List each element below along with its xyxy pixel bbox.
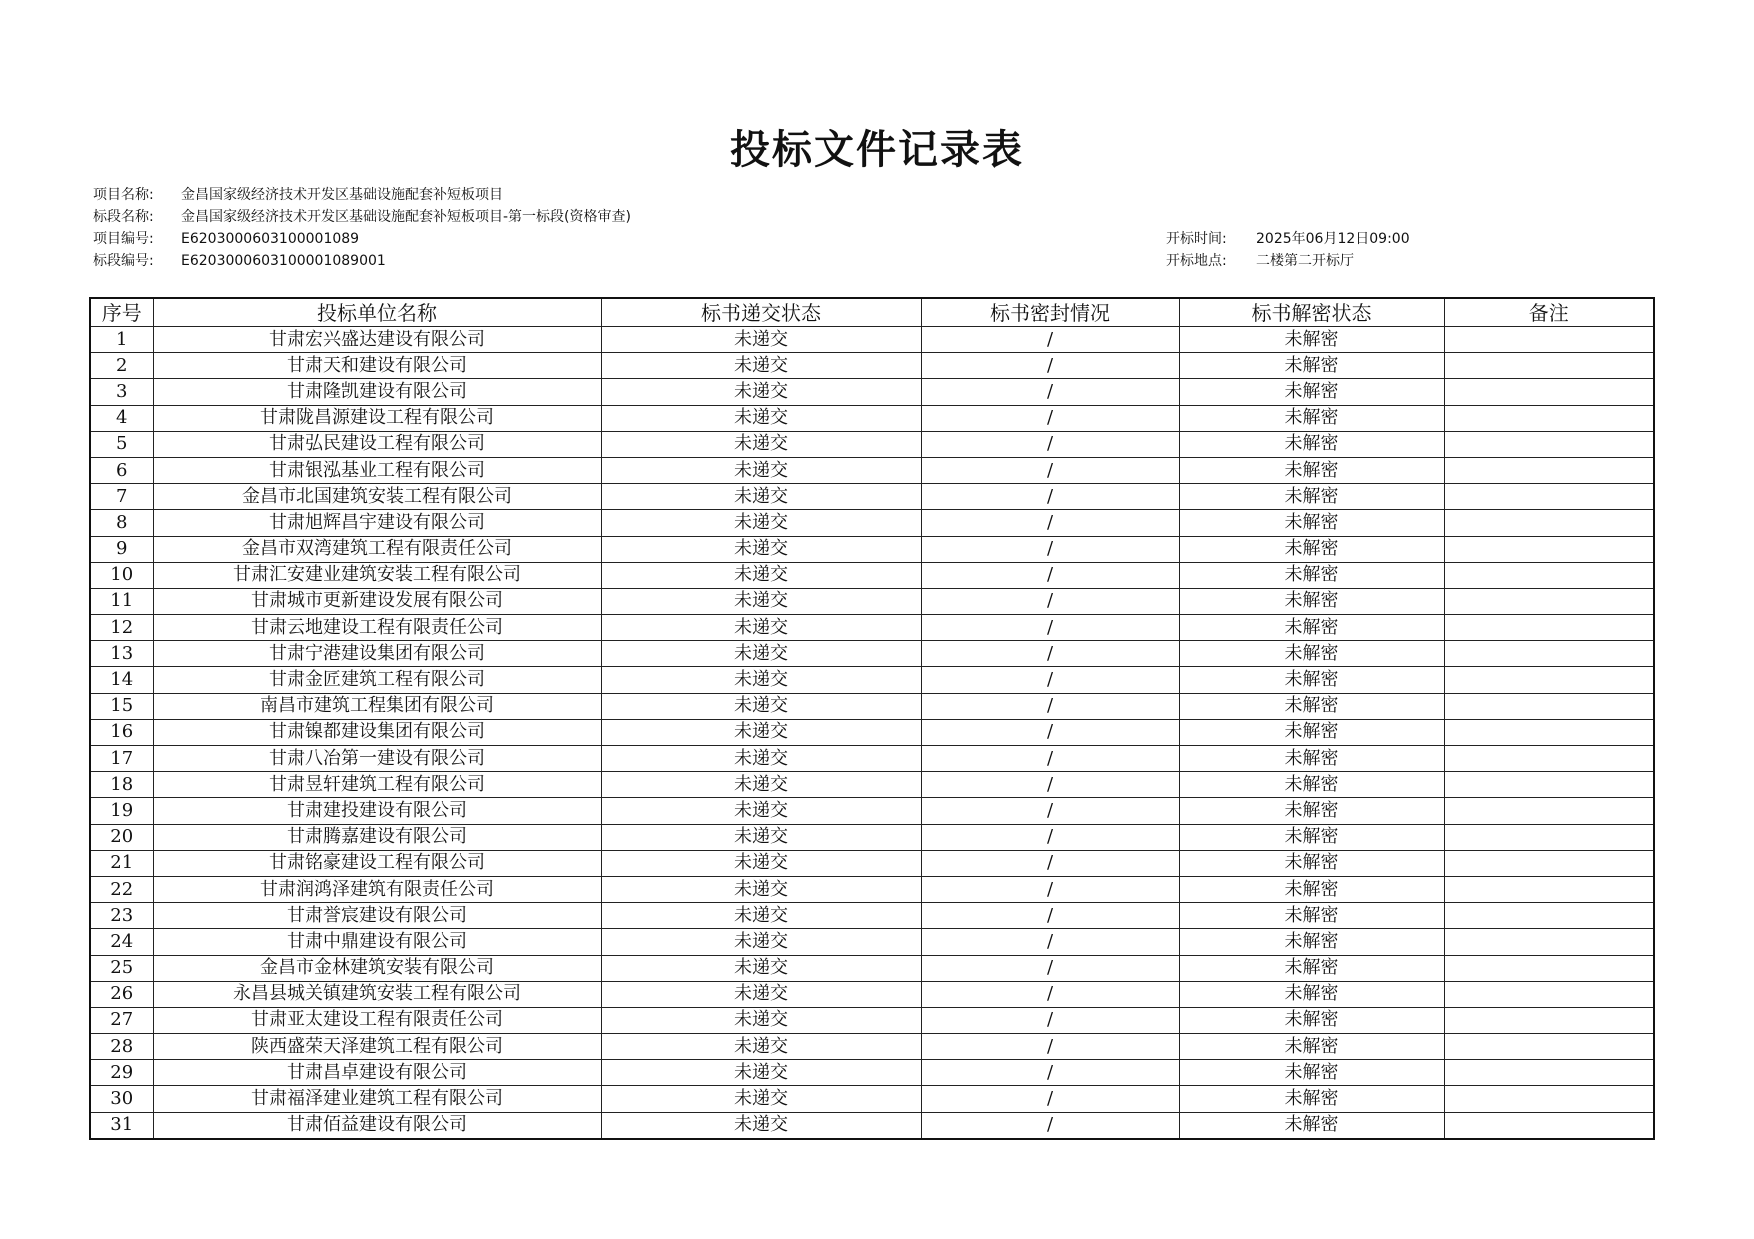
cell-remark xyxy=(1444,798,1654,824)
open-time-row xyxy=(1166,228,1410,250)
cell-bidder: 甘肃金匠建筑工程有限公司 xyxy=(153,667,601,693)
cell-no: 26 xyxy=(90,981,153,1007)
cell-seal-status: / xyxy=(921,850,1179,876)
cell-no: 4 xyxy=(90,405,153,431)
table-row xyxy=(90,981,1654,1007)
cell-seal-status: / xyxy=(921,929,1179,955)
cell-no: 22 xyxy=(90,876,153,902)
cell-remark xyxy=(1444,1007,1654,1033)
cell-bidder: 甘肃誉宸建设有限公司 xyxy=(153,903,601,929)
cell-submit-status: 未递交 xyxy=(601,1060,921,1086)
section-name: 金昌国家级经济技术开发区基础设施配套补短板项目-第一标段(资格审查) xyxy=(181,209,631,225)
cell-submit-status: 未递交 xyxy=(601,746,921,772)
cell-bidder: 金昌市双湾建筑工程有限责任公司 xyxy=(153,536,601,562)
open-time-label: 开标时间: xyxy=(1166,231,1227,247)
cell-seal-status: / xyxy=(921,876,1179,902)
cell-submit-status: 未递交 xyxy=(601,353,921,379)
cell-seal-status: / xyxy=(921,405,1179,431)
cell-no: 11 xyxy=(90,588,153,614)
cell-seal-status: / xyxy=(921,641,1179,667)
cell-seal-status: / xyxy=(921,746,1179,772)
cell-decrypt-status: 未解密 xyxy=(1179,431,1444,457)
table-row xyxy=(90,641,1654,667)
cell-bidder: 南昌市建筑工程集团有限公司 xyxy=(153,693,601,719)
cell-remark xyxy=(1444,327,1654,353)
section-no-label: 标段编号: xyxy=(93,253,154,269)
table-row xyxy=(90,431,1654,457)
cell-submit-status: 未递交 xyxy=(601,588,921,614)
cell-no: 16 xyxy=(90,719,153,745)
cell-remark xyxy=(1444,981,1654,1007)
cell-remark xyxy=(1444,746,1654,772)
table-row xyxy=(90,588,1654,614)
cell-remark xyxy=(1444,693,1654,719)
section-no-row xyxy=(93,250,631,272)
table-row xyxy=(90,1086,1654,1112)
cell-bidder: 甘肃银泓基业工程有限公司 xyxy=(153,457,601,483)
project-no-label: 项目编号: xyxy=(93,231,154,247)
cell-submit-status: 未递交 xyxy=(601,824,921,850)
cell-remark xyxy=(1444,431,1654,457)
table-row xyxy=(90,353,1654,379)
cell-no: 7 xyxy=(90,484,153,510)
project-meta xyxy=(93,184,631,272)
cell-seal-status: / xyxy=(921,667,1179,693)
cell-seal-status: / xyxy=(921,562,1179,588)
cell-no: 23 xyxy=(90,903,153,929)
cell-no: 24 xyxy=(90,929,153,955)
cell-no: 25 xyxy=(90,955,153,981)
table-row xyxy=(90,457,1654,483)
cell-no: 3 xyxy=(90,379,153,405)
cell-bidder: 甘肃亚太建设工程有限责任公司 xyxy=(153,1007,601,1033)
section-no: E6203000603100001089001 xyxy=(181,253,386,269)
table-row xyxy=(90,876,1654,902)
cell-remark xyxy=(1444,510,1654,536)
cell-decrypt-status: 未解密 xyxy=(1179,353,1444,379)
project-name: 金昌国家级经济技术开发区基础设施配套补短板项目 xyxy=(181,187,503,203)
cell-remark xyxy=(1444,379,1654,405)
cell-submit-status: 未递交 xyxy=(601,719,921,745)
cell-remark xyxy=(1444,1086,1654,1112)
cell-submit-status: 未递交 xyxy=(601,379,921,405)
cell-decrypt-status: 未解密 xyxy=(1179,562,1444,588)
header-seal-status: 标书密封情况 xyxy=(921,298,1179,327)
table-row xyxy=(90,1112,1654,1139)
cell-submit-status: 未递交 xyxy=(601,484,921,510)
cell-seal-status: / xyxy=(921,772,1179,798)
cell-bidder: 永昌县城关镇建筑安装工程有限公司 xyxy=(153,981,601,1007)
header-no: 序号 xyxy=(90,298,153,327)
cell-bidder: 甘肃旭辉昌宇建设有限公司 xyxy=(153,510,601,536)
cell-seal-status: / xyxy=(921,1034,1179,1060)
cell-decrypt-status: 未解密 xyxy=(1179,719,1444,745)
cell-decrypt-status: 未解密 xyxy=(1179,876,1444,902)
table-row xyxy=(90,1060,1654,1086)
cell-no: 18 xyxy=(90,772,153,798)
project-name-row xyxy=(93,184,631,206)
cell-submit-status: 未递交 xyxy=(601,876,921,902)
table-row xyxy=(90,693,1654,719)
cell-decrypt-status: 未解密 xyxy=(1179,903,1444,929)
header-submit-status: 标书递交状态 xyxy=(601,298,921,327)
cell-seal-status: / xyxy=(921,379,1179,405)
table-row xyxy=(90,1007,1654,1033)
table-row xyxy=(90,667,1654,693)
table-row xyxy=(90,929,1654,955)
table-row xyxy=(90,510,1654,536)
cell-submit-status: 未递交 xyxy=(601,641,921,667)
cell-no: 28 xyxy=(90,1034,153,1060)
cell-decrypt-status: 未解密 xyxy=(1179,588,1444,614)
cell-seal-status: / xyxy=(921,955,1179,981)
cell-bidder: 甘肃镍都建设集团有限公司 xyxy=(153,719,601,745)
cell-no: 6 xyxy=(90,457,153,483)
cell-submit-status: 未递交 xyxy=(601,510,921,536)
cell-decrypt-status: 未解密 xyxy=(1179,798,1444,824)
cell-decrypt-status: 未解密 xyxy=(1179,484,1444,510)
cell-bidder: 金昌市金林建筑安装有限公司 xyxy=(153,955,601,981)
cell-decrypt-status: 未解密 xyxy=(1179,536,1444,562)
cell-bidder: 甘肃福泽建业建筑工程有限公司 xyxy=(153,1086,601,1112)
header-remark: 备注 xyxy=(1444,298,1654,327)
cell-submit-status: 未递交 xyxy=(601,457,921,483)
cell-no: 20 xyxy=(90,824,153,850)
cell-remark xyxy=(1444,719,1654,745)
cell-submit-status: 未递交 xyxy=(601,929,921,955)
cell-seal-status: / xyxy=(921,824,1179,850)
header-bidder: 投标单位名称 xyxy=(153,298,601,327)
cell-bidder: 甘肃宏兴盛达建设有限公司 xyxy=(153,327,601,353)
cell-decrypt-status: 未解密 xyxy=(1179,772,1444,798)
cell-remark xyxy=(1444,536,1654,562)
cell-seal-status: / xyxy=(921,903,1179,929)
cell-bidder: 甘肃建投建设有限公司 xyxy=(153,798,601,824)
cell-submit-status: 未递交 xyxy=(601,850,921,876)
cell-no: 8 xyxy=(90,510,153,536)
cell-seal-status: / xyxy=(921,981,1179,1007)
cell-decrypt-status: 未解密 xyxy=(1179,929,1444,955)
table-row xyxy=(90,798,1654,824)
cell-bidder: 甘肃宁港建设集团有限公司 xyxy=(153,641,601,667)
cell-remark xyxy=(1444,876,1654,902)
cell-submit-status: 未递交 xyxy=(601,693,921,719)
document-title: 投标文件记录表 xyxy=(730,127,1024,173)
cell-seal-status: / xyxy=(921,693,1179,719)
cell-no: 5 xyxy=(90,431,153,457)
cell-remark xyxy=(1444,1060,1654,1086)
cell-decrypt-status: 未解密 xyxy=(1179,327,1444,353)
cell-seal-status: / xyxy=(921,457,1179,483)
cell-submit-status: 未递交 xyxy=(601,667,921,693)
cell-submit-status: 未递交 xyxy=(601,981,921,1007)
cell-submit-status: 未递交 xyxy=(601,562,921,588)
bid-record-table xyxy=(89,297,1655,1140)
cell-bidder: 甘肃昌卓建设有限公司 xyxy=(153,1060,601,1086)
open-place-row xyxy=(1166,250,1410,272)
table-row xyxy=(90,850,1654,876)
cell-remark xyxy=(1444,588,1654,614)
cell-seal-status: / xyxy=(921,1060,1179,1086)
table-row xyxy=(90,824,1654,850)
cell-bidder: 甘肃隆凯建设有限公司 xyxy=(153,379,601,405)
cell-seal-status: / xyxy=(921,536,1179,562)
cell-submit-status: 未递交 xyxy=(601,1086,921,1112)
cell-decrypt-status: 未解密 xyxy=(1179,641,1444,667)
cell-seal-status: / xyxy=(921,431,1179,457)
cell-no: 10 xyxy=(90,562,153,588)
cell-remark xyxy=(1444,850,1654,876)
cell-bidder: 甘肃昱轩建筑工程有限公司 xyxy=(153,772,601,798)
cell-remark xyxy=(1444,562,1654,588)
opening-meta xyxy=(1166,228,1410,272)
cell-submit-status: 未递交 xyxy=(601,615,921,641)
cell-decrypt-status: 未解密 xyxy=(1179,667,1444,693)
cell-bidder: 甘肃佰益建设有限公司 xyxy=(153,1112,601,1139)
cell-seal-status: / xyxy=(921,484,1179,510)
cell-submit-status: 未递交 xyxy=(601,772,921,798)
cell-bidder: 甘肃陇昌源建设工程有限公司 xyxy=(153,405,601,431)
cell-seal-status: / xyxy=(921,1086,1179,1112)
cell-decrypt-status: 未解密 xyxy=(1179,746,1444,772)
table-row xyxy=(90,615,1654,641)
project-no-row xyxy=(93,228,631,250)
section-name-label: 标段名称: xyxy=(93,209,154,225)
open-place: 二楼第二开标厅 xyxy=(1256,253,1354,269)
table-row xyxy=(90,562,1654,588)
cell-no: 9 xyxy=(90,536,153,562)
cell-remark xyxy=(1444,1034,1654,1060)
table-row xyxy=(90,379,1654,405)
table-row xyxy=(90,405,1654,431)
cell-submit-status: 未递交 xyxy=(601,955,921,981)
cell-remark xyxy=(1444,824,1654,850)
cell-no: 12 xyxy=(90,615,153,641)
cell-no: 29 xyxy=(90,1060,153,1086)
cell-seal-status: / xyxy=(921,1112,1179,1139)
cell-remark xyxy=(1444,353,1654,379)
cell-remark xyxy=(1444,405,1654,431)
cell-decrypt-status: 未解密 xyxy=(1179,1086,1444,1112)
cell-seal-status: / xyxy=(921,588,1179,614)
table-row xyxy=(90,746,1654,772)
cell-submit-status: 未递交 xyxy=(601,903,921,929)
cell-no: 21 xyxy=(90,850,153,876)
cell-remark xyxy=(1444,772,1654,798)
cell-seal-status: / xyxy=(921,719,1179,745)
cell-submit-status: 未递交 xyxy=(601,1112,921,1139)
cell-seal-status: / xyxy=(921,1007,1179,1033)
cell-decrypt-status: 未解密 xyxy=(1179,405,1444,431)
cell-no: 30 xyxy=(90,1086,153,1112)
cell-bidder: 甘肃云地建设工程有限责任公司 xyxy=(153,615,601,641)
cell-no: 14 xyxy=(90,667,153,693)
cell-no: 13 xyxy=(90,641,153,667)
cell-decrypt-status: 未解密 xyxy=(1179,457,1444,483)
cell-remark xyxy=(1444,929,1654,955)
cell-bidder: 甘肃铭豪建设工程有限公司 xyxy=(153,850,601,876)
cell-submit-status: 未递交 xyxy=(601,327,921,353)
table-header-row xyxy=(90,298,1654,327)
cell-decrypt-status: 未解密 xyxy=(1179,693,1444,719)
cell-no: 2 xyxy=(90,353,153,379)
cell-remark xyxy=(1444,955,1654,981)
cell-seal-status: / xyxy=(921,353,1179,379)
cell-bidder: 甘肃润鸿泽建筑有限责任公司 xyxy=(153,876,601,902)
table-row xyxy=(90,1034,1654,1060)
cell-submit-status: 未递交 xyxy=(601,405,921,431)
table-row xyxy=(90,772,1654,798)
cell-decrypt-status: 未解密 xyxy=(1179,615,1444,641)
open-time: 2025年06月12日09:00 xyxy=(1256,231,1410,247)
cell-decrypt-status: 未解密 xyxy=(1179,1034,1444,1060)
cell-remark xyxy=(1444,1112,1654,1139)
table-row xyxy=(90,327,1654,353)
header-decrypt-status: 标书解密状态 xyxy=(1179,298,1444,327)
cell-no: 1 xyxy=(90,327,153,353)
cell-bidder: 甘肃弘民建设工程有限公司 xyxy=(153,431,601,457)
cell-decrypt-status: 未解密 xyxy=(1179,1112,1444,1139)
table-row xyxy=(90,903,1654,929)
project-no: E6203000603100001089 xyxy=(181,231,360,247)
cell-seal-status: / xyxy=(921,615,1179,641)
cell-bidder: 甘肃天和建设有限公司 xyxy=(153,353,601,379)
cell-decrypt-status: 未解密 xyxy=(1179,955,1444,981)
cell-bidder: 陕西盛荣天泽建筑工程有限公司 xyxy=(153,1034,601,1060)
cell-remark xyxy=(1444,484,1654,510)
cell-decrypt-status: 未解密 xyxy=(1179,510,1444,536)
cell-bidder: 金昌市北国建筑安装工程有限公司 xyxy=(153,484,601,510)
cell-submit-status: 未递交 xyxy=(601,798,921,824)
cell-submit-status: 未递交 xyxy=(601,1007,921,1033)
cell-remark xyxy=(1444,903,1654,929)
cell-seal-status: / xyxy=(921,327,1179,353)
cell-decrypt-status: 未解密 xyxy=(1179,824,1444,850)
section-name-row xyxy=(93,206,631,228)
table-row xyxy=(90,484,1654,510)
cell-bidder: 甘肃八冶第一建设有限公司 xyxy=(153,746,601,772)
cell-submit-status: 未递交 xyxy=(601,536,921,562)
cell-decrypt-status: 未解密 xyxy=(1179,1060,1444,1086)
cell-no: 27 xyxy=(90,1007,153,1033)
cell-seal-status: / xyxy=(921,510,1179,536)
cell-no: 15 xyxy=(90,693,153,719)
cell-decrypt-status: 未解密 xyxy=(1179,981,1444,1007)
cell-bidder: 甘肃腾嘉建设有限公司 xyxy=(153,824,601,850)
cell-remark xyxy=(1444,641,1654,667)
cell-bidder: 甘肃中鼎建设有限公司 xyxy=(153,929,601,955)
cell-decrypt-status: 未解密 xyxy=(1179,379,1444,405)
cell-bidder: 甘肃城市更新建设发展有限公司 xyxy=(153,588,601,614)
table-row xyxy=(90,536,1654,562)
cell-no: 17 xyxy=(90,746,153,772)
table-row xyxy=(90,955,1654,981)
cell-seal-status: / xyxy=(921,798,1179,824)
cell-remark xyxy=(1444,667,1654,693)
open-place-label: 开标地点: xyxy=(1166,253,1227,269)
cell-no: 31 xyxy=(90,1112,153,1139)
table-row xyxy=(90,719,1654,745)
cell-decrypt-status: 未解密 xyxy=(1179,1007,1444,1033)
project-name-label: 项目名称: xyxy=(93,187,154,203)
cell-no: 19 xyxy=(90,798,153,824)
cell-bidder: 甘肃汇安建业建筑安装工程有限公司 xyxy=(153,562,601,588)
table-body xyxy=(90,327,1654,1139)
cell-submit-status: 未递交 xyxy=(601,1034,921,1060)
cell-remark xyxy=(1444,457,1654,483)
cell-decrypt-status: 未解密 xyxy=(1179,850,1444,876)
cell-submit-status: 未递交 xyxy=(601,431,921,457)
cell-remark xyxy=(1444,615,1654,641)
